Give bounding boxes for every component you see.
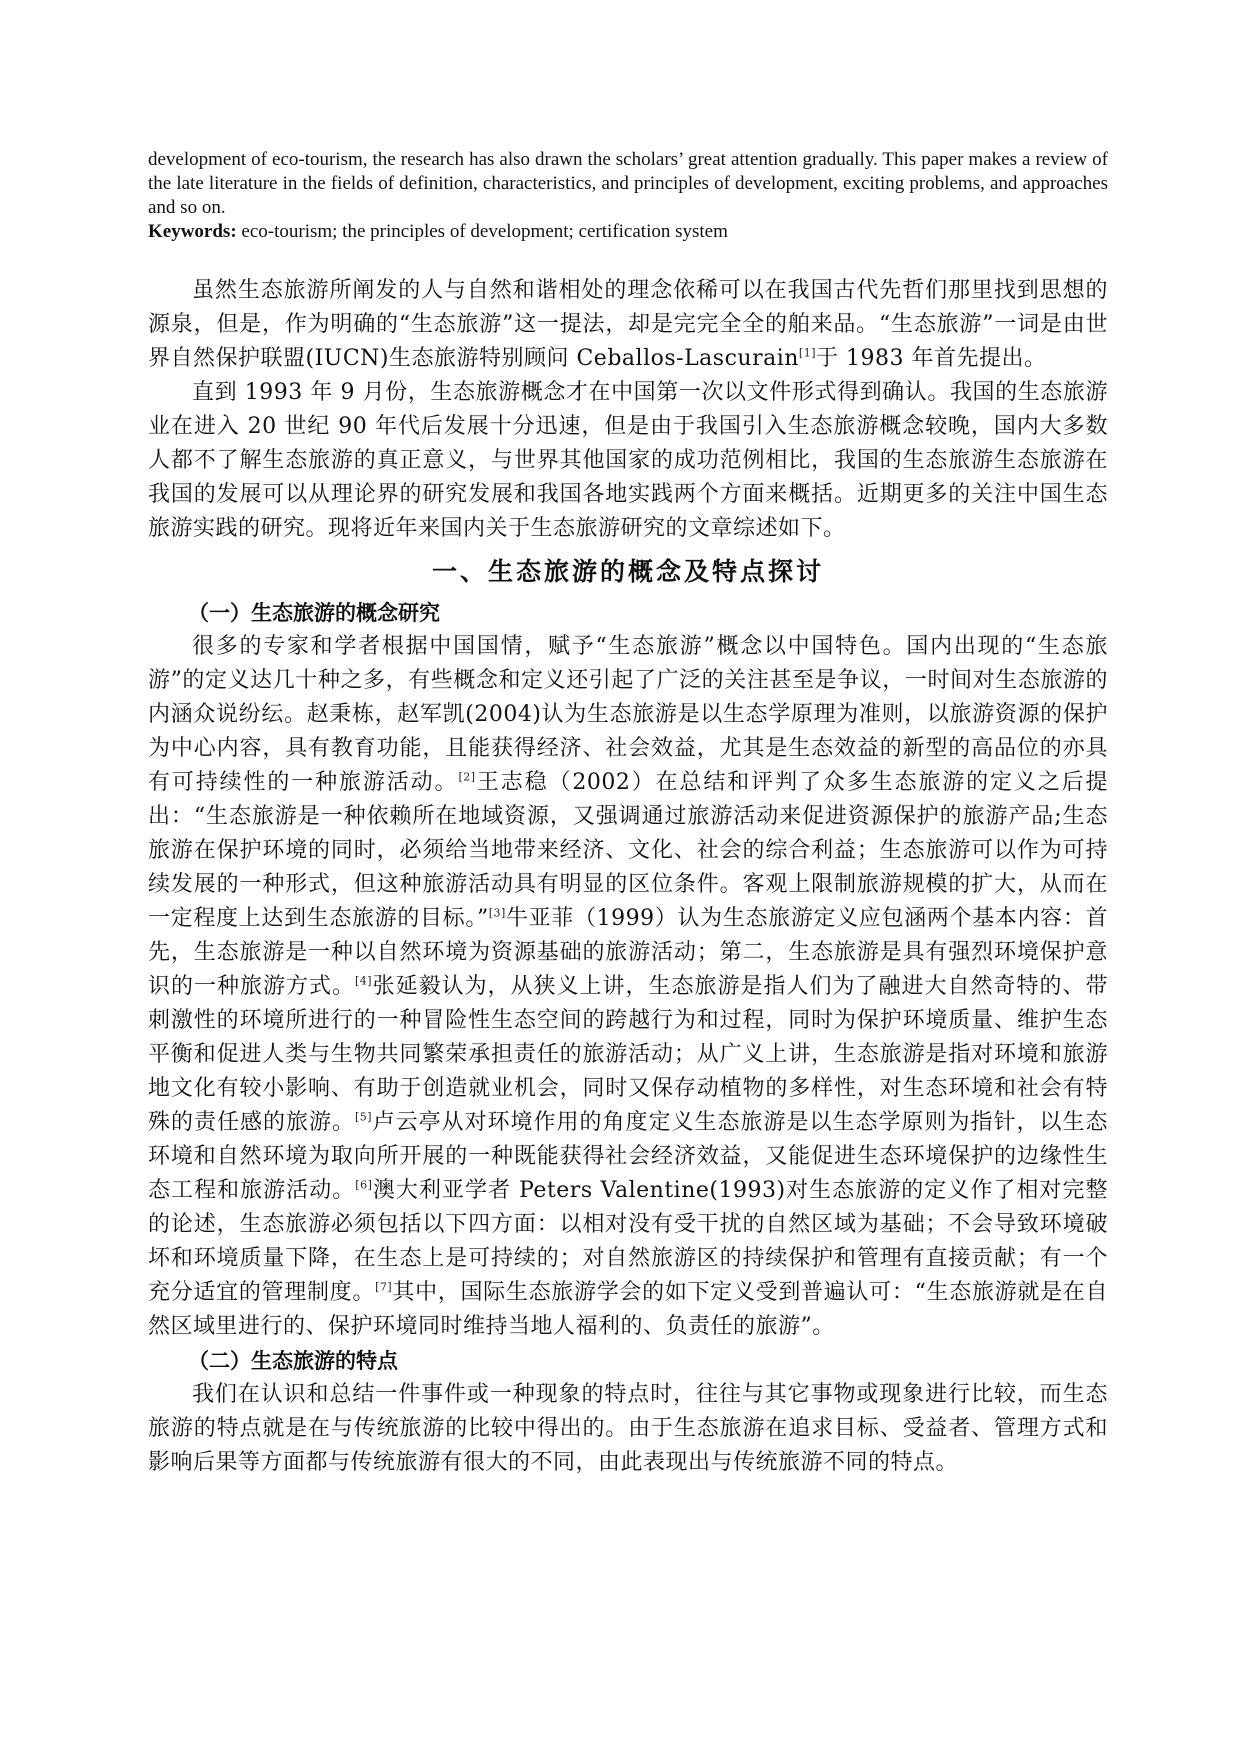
keywords-line xyxy=(148,220,1108,244)
concept-sentence: 卢云亭从对环境作用的角度定义生态旅游是以生态学原则为指针，以生态环境和自然环境为取向所开展的一种既能获得社会经济效益，又能促进生态环境保护的边缘性生态工程和旅游活动。 xyxy=(148,1110,1108,1203)
characteristics-paragraph: 我们在认识和总结一件事件或一种现象的特点时，往往与其它事物或现象进行比较，而生态旅游的特点就是在与传统旅游的比较中得出的。由于生态旅游在追求目标、受益者、管理方式和影响后果等方面都与传统旅游有很大的不同，由此表现出与传统旅游不同的特点。 xyxy=(148,1382,1108,1475)
document-page xyxy=(148,148,1108,1480)
section-title: 一、生态旅游的概念及特点探讨 xyxy=(431,557,824,586)
citation-ref: [7] xyxy=(375,1280,393,1294)
concept-sentence: 其中，国际生态旅游学会的如下定义受到普遍认可：“生态旅游就是在自然区域里进行的、保护环境同时维持当地人福利的、负责任的旅游”。 xyxy=(148,1280,1108,1339)
intro-p1-text-a: 虽然生态旅游所阐发的人与自然和谐相处的理念依稀可以在我国古代先哲们那里找到思想的源泉，但是，作为明确的“生态旅游”这一提法，却是完完全全的舶来品。“生态旅游”一词是由世界自然保护联盟(IUCN)生态旅游特别顾问 Ceballos-Lascurain xyxy=(148,278,1108,371)
abstract-text: development of eco-tourism, the research has also drawn the scholars’ great attention gradually. This paper makes a review of the late literature in the fields of definition, characteristics, and principles of development, exciting problems, and approaches and so on. xyxy=(148,149,1108,218)
concept-paragraph xyxy=(148,630,1108,1344)
intro-paragraph-1 xyxy=(148,274,1108,376)
citation-ref: [5] xyxy=(354,1110,373,1124)
spacer xyxy=(148,244,1108,274)
keywords-label: Keywords: xyxy=(148,221,237,242)
concept-sentence: 张延毅认为，从狭义上讲，生态旅游是指人们为了融进大自然奇特的、带刺激性的环境所进行的一种冒险性生态空间的跨越行为和过程，同时为保护环境质量、维护生态平衡和促进人类与生物共同繁荣承担责任的旅游活动；从广义上讲，生态旅游是指对环境和旅游地文化有较小影响、有助于创造就业机会，同时又保存动植物的多样性，对生态环境和社会有特殊的责任感的旅游。 xyxy=(148,974,1108,1135)
concept-sentence: 很多的专家和学者根据中国国情，赋予“生态旅游”概念以中国特色。国内出现的“生态旅游”的定义达几十种之多，有些概念和定义还引起了广泛的关注甚至是争议，一时间对生态旅游的内涵众说纷纭。赵秉栋，赵军凯(2004)认为生态旅游是以生态学原理为准则，以旅游资源的保护为中心内容，具有教育功能，且能获得经济、社会效益，尤其是生态效益的新型的高品位的亦具有可持续性的一种旅游活动。 xyxy=(148,634,1108,795)
citation-ref: [4] xyxy=(354,974,373,988)
concept-sentence: 王志稳（2002）在总结和评判了众多生态旅游的定义之后提出：“生态旅游是一种依赖所在地域资源，又强调通过旅游活动来促进资源保护的旅游产品;生态旅游在保护环境的同时，必须给当地带来经济、文化、社会的综合利益；生态旅游可以作为可持续发展的一种形式，但这种旅游活动具有明显的区位条件。客观上限制旅游规模的扩大，从而在一定程度上达到生态旅游的目标。” xyxy=(148,770,1108,931)
keywords-text: eco-tourism; the principles of development; certification system xyxy=(236,221,728,242)
citation-ref: [3] xyxy=(488,906,506,920)
citation-ref: [1] xyxy=(798,346,817,360)
citation-ref: [6] xyxy=(355,1178,373,1192)
subsection-title-concept: （一）生态旅游的概念研究 xyxy=(188,601,440,625)
citation-ref: [2] xyxy=(458,770,476,784)
subsection-title-characteristics: （二）生态旅游的特点 xyxy=(188,1349,398,1373)
intro-paragraph-2: 直到 1993 年 9 月份，生态旅游概念才在中国第一次以文件形式得到确认。我国的生态旅游业在进入 20 世纪 90 年代后发展十分迅速，但是由于我国引入生态旅游概念较晚，国内大多数人都不了解生态旅游的真正意义，与世界其他国家的成功范例相比，我国的生态旅游生态旅游在我国的发展可以从理论界的研究发展和我国各地实践两个方面来概括。近期更多的关注中国生态旅游实践的研究。现将近年来国内关于生态旅游研究的文章综述如下。 xyxy=(148,380,1108,541)
concept-sentence: 牛亚菲（1999）认为生态旅游定义应包涵两个基本内容：首先，生态旅游是一种以自然环境为资源基础的旅游活动；第二，生态旅游是具有强烈环境保护意识的一种旅游方式。 xyxy=(148,906,1108,999)
intro-p1-text-b: 于 1983 年首先提出。 xyxy=(816,346,1047,371)
concept-sentence: 澳大利亚学者 Peters Valentine(1993)对生态旅游的定义作了相对完整的论述，生态旅游必须包括以下四方面：以相对没有受干扰的自然区域为基础；不会导致环境破坏和环境质量下降，在生态上是可持续的；对自然旅游区的持续保护和管理有直接贡献；有一个充分适宜的管理制度。 xyxy=(148,1178,1108,1305)
